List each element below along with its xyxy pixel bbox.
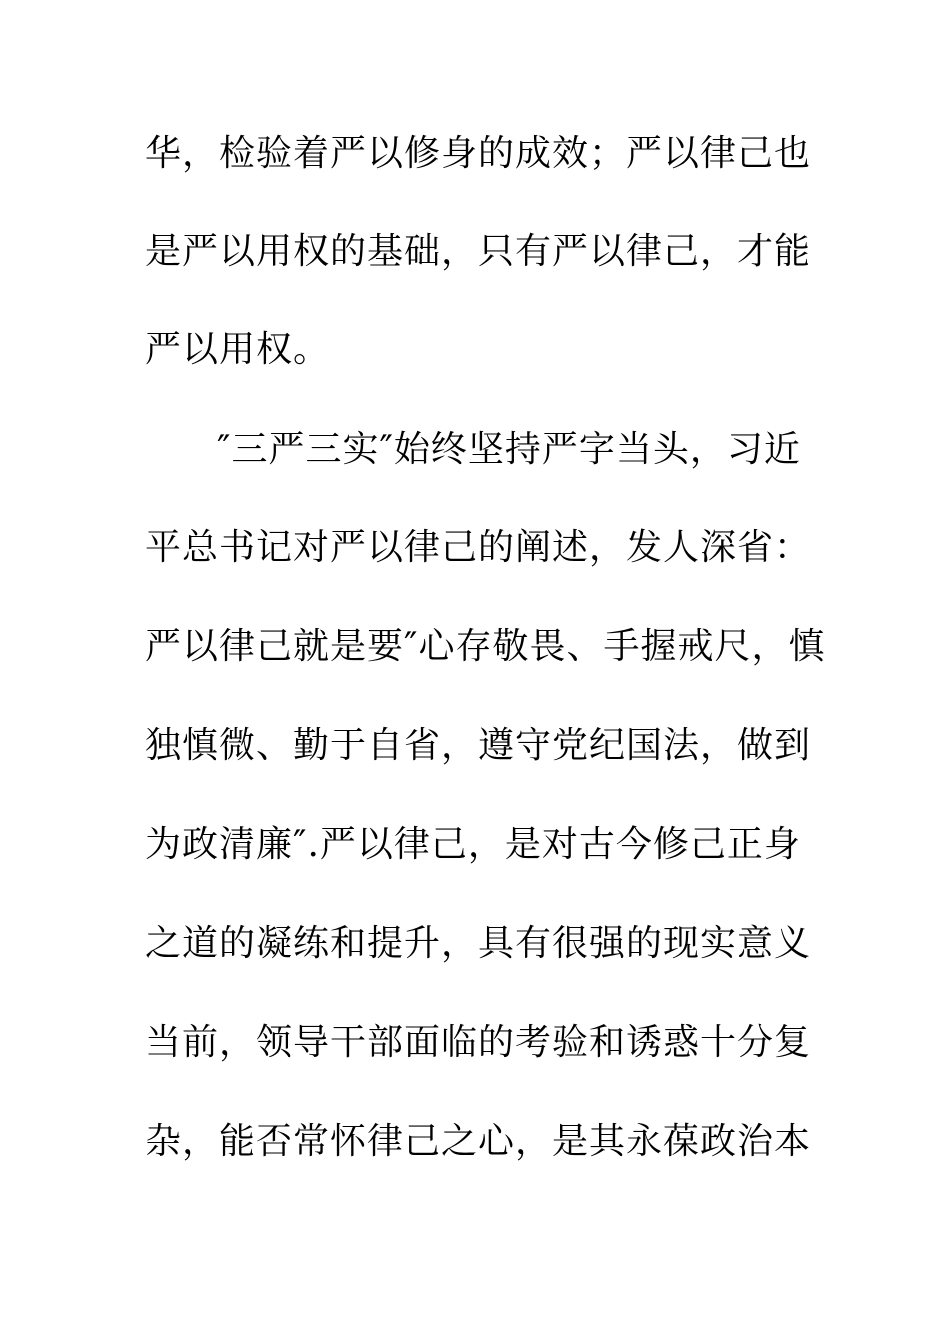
- text-line-7: 独慎微、勤于自省，遵守党纪国法，做到: [145, 725, 812, 766]
- text-line-8: 为政清廉″.严以律己，是对古今修己正身: [145, 824, 801, 865]
- text-line-11: 杂，能否常怀律己之心，是其永葆政治本: [145, 1121, 812, 1162]
- text-line-10: 当前，领导干部面临的考验和诱惑十分复: [145, 1022, 812, 1063]
- text-line-4: ″三严三实″始终坚持严字当头，习近: [217, 429, 801, 470]
- text-line-9: 之道的凝练和提升，具有很强的现实意义: [145, 923, 812, 964]
- text-line-6: 严以律己就是要″心存敬畏、手握戒尺，慎: [145, 626, 826, 667]
- text-line-5: 平总书记对严以律己的阐述，发人深省：: [145, 527, 812, 568]
- text-line-3: 严以用权。: [145, 329, 331, 370]
- text-line-2: 是严以用权的基础，只有严以律己，才能: [145, 231, 812, 272]
- text-line-1: 华，检验着严以修身的成效；严以律己也: [145, 133, 812, 174]
